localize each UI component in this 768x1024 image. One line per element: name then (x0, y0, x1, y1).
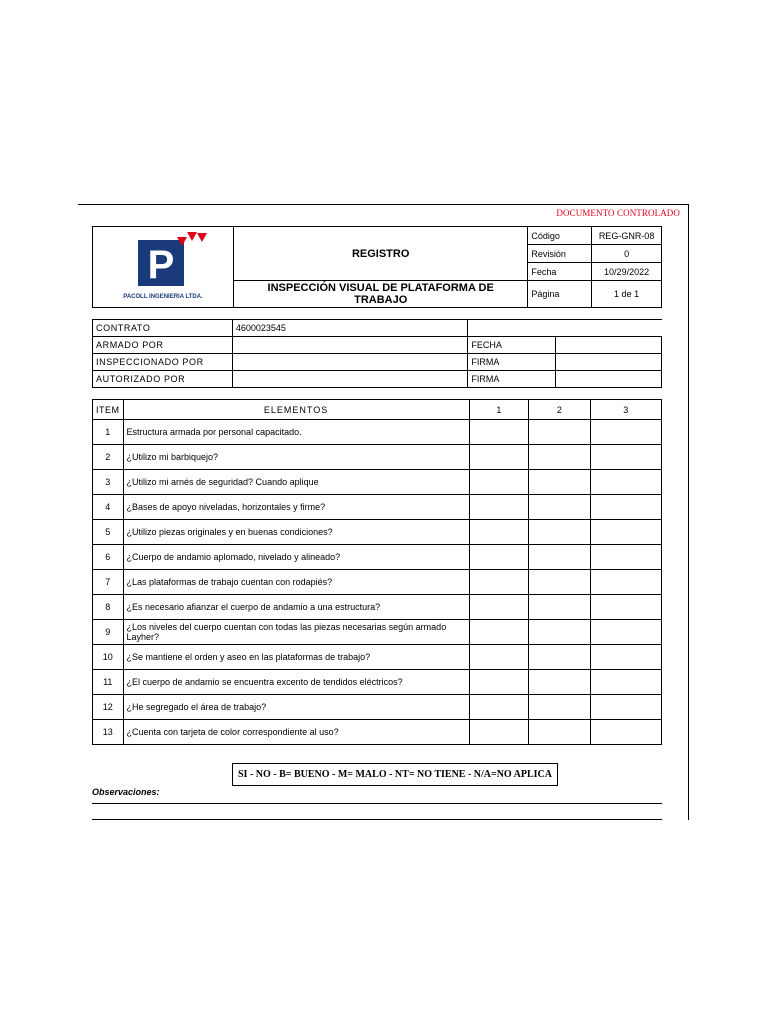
item-text: ¿Los niveles del cuerpo cuentan con todas las piezas necesarias según armado Layher? (123, 620, 469, 645)
check-cell-3[interactable] (590, 470, 661, 495)
check-cell-2[interactable] (529, 495, 590, 520)
meta-label: Revisión (528, 245, 592, 263)
armado-label: ARMADO POR (93, 337, 233, 354)
header-col-3: 3 (590, 400, 661, 420)
legend-box: SI - NO - B= BUENO - M= MALO - NT= NO TIENE - N/A=NO APLICA (232, 763, 558, 786)
item-number: 5 (93, 520, 124, 545)
company-logo (93, 227, 233, 307)
item-text: ¿Cuerpo de andamio aplomado, nivelado y alineado? (123, 545, 469, 570)
firma-label: FIRMA (468, 354, 556, 371)
meta-value: 0 (592, 245, 662, 263)
check-cell-3[interactable] (590, 570, 661, 595)
check-cell-1[interactable] (469, 445, 529, 470)
check-cell-1[interactable] (469, 570, 529, 595)
check-cell-2[interactable] (529, 695, 590, 720)
logo-cell (93, 227, 234, 308)
check-cell-2[interactable] (529, 470, 590, 495)
check-cell-1[interactable] (469, 720, 529, 745)
item-text: Estructura armada por personal capacitado. (123, 420, 469, 445)
header-item: ITEM (93, 400, 124, 420)
check-cell-3[interactable] (590, 645, 661, 670)
item-text: ¿Utilizo mi barbiquejo? (123, 445, 469, 470)
fecha-label: FECHA (468, 337, 556, 354)
item-number: 7 (93, 570, 124, 595)
check-cell-1[interactable] (469, 595, 529, 620)
meta-value: REG-GNR-08 (592, 227, 662, 245)
check-cell-1[interactable] (469, 545, 529, 570)
item-number: 9 (93, 620, 124, 645)
contrato-label: CONTRATO (93, 320, 233, 337)
frame-right-line (688, 204, 689, 820)
firma-value[interactable] (556, 371, 662, 388)
company-name: PACOLL INGENIERIA LTDA. (123, 294, 203, 300)
table-row (93, 445, 662, 470)
item-number: 13 (93, 720, 124, 745)
meta-value: 1 de 1 (592, 281, 662, 308)
check-cell-1[interactable] (469, 495, 529, 520)
header-elementos: ELEMENTOS (123, 400, 469, 420)
table-row (93, 620, 662, 645)
check-cell-3[interactable] (590, 595, 661, 620)
check-cell-3[interactable] (590, 520, 661, 545)
check-cell-2[interactable] (529, 595, 590, 620)
check-cell-2[interactable] (529, 445, 590, 470)
check-cell-3[interactable] (590, 720, 661, 745)
item-number: 8 (93, 595, 124, 620)
inspeccionado-label: INSPECCIONADO POR (93, 354, 233, 371)
armado-value[interactable] (232, 337, 468, 354)
header-col-2: 2 (529, 400, 590, 420)
item-number: 12 (93, 695, 124, 720)
table-row (93, 420, 662, 445)
meta-value: 10/29/2022 (592, 263, 662, 281)
frame-top-line (78, 204, 689, 205)
check-cell-2[interactable] (529, 570, 590, 595)
logo-letter: P (147, 243, 175, 286)
check-cell-3[interactable] (590, 545, 661, 570)
table-row (93, 545, 662, 570)
check-cell-2[interactable] (529, 670, 590, 695)
item-text: ¿Utilizo piezas originales y en buenas condiciones? (123, 520, 469, 545)
item-text: ¿Es necesario afianzar el cuerpo de andamio a una estructura? (123, 595, 469, 620)
check-cell-2[interactable] (529, 520, 590, 545)
table-row (93, 595, 662, 620)
item-text: ¿He segregado el área de trabajo? (123, 695, 469, 720)
logo-p-icon (138, 240, 184, 286)
item-number: 4 (93, 495, 124, 520)
meta-label: Fecha (528, 263, 592, 281)
table-row (93, 645, 662, 670)
item-text: ¿Cuenta con tarjeta de color correspondiente al uso? (123, 720, 469, 745)
check-cell-1[interactable] (469, 470, 529, 495)
item-number: 1 (93, 420, 124, 445)
meta-label: Código (528, 227, 592, 245)
autorizado-value[interactable] (232, 371, 468, 388)
header-table (92, 226, 662, 308)
check-cell-1[interactable] (469, 695, 529, 720)
table-row (93, 520, 662, 545)
check-cell-1[interactable] (469, 645, 529, 670)
meta-label: Página (528, 281, 592, 308)
check-cell-2[interactable] (529, 620, 590, 645)
document-title: INSPECCIÓN VISUAL DE PLATAFORMA DE TRABAJO (234, 281, 528, 308)
observaciones-line[interactable] (92, 803, 662, 804)
item-text: ¿Las plataformas de trabajo cuentan con rodapiés? (123, 570, 469, 595)
info-table (92, 319, 662, 388)
blank-cell (468, 320, 662, 337)
controlled-document-label: DOCUMENTO CONTROLADO (556, 208, 680, 218)
check-cell-2[interactable] (529, 645, 590, 670)
header-col-1: 1 (469, 400, 529, 420)
observaciones-label: Observaciones: (92, 787, 160, 797)
logo-square (138, 240, 184, 286)
item-number: 3 (93, 470, 124, 495)
table-row (93, 720, 662, 745)
item-number: 11 (93, 670, 124, 695)
item-number: 2 (93, 445, 124, 470)
table-row (93, 670, 662, 695)
logo-triangle-icon (177, 237, 187, 246)
firma-label: FIRMA (468, 371, 556, 388)
autorizado-label: AUTORIZADO POR (93, 371, 233, 388)
check-cell-1[interactable] (469, 620, 529, 645)
logo-triangle-icon (197, 233, 207, 242)
table-row (93, 570, 662, 595)
check-cell-1[interactable] (469, 520, 529, 545)
item-text: ¿Se mantiene el orden y aseo en las plataformas de trabajo? (123, 645, 469, 670)
observaciones-line[interactable] (92, 819, 662, 820)
inspeccionado-value[interactable] (232, 354, 468, 371)
table-row (93, 470, 662, 495)
check-cell-3[interactable] (590, 670, 661, 695)
document-type: REGISTRO (234, 227, 528, 281)
check-cell-3[interactable] (590, 620, 661, 645)
check-cell-3[interactable] (590, 695, 661, 720)
check-cell-3[interactable] (590, 420, 661, 445)
fecha-value[interactable] (556, 337, 662, 354)
check-cell-1[interactable] (469, 420, 529, 445)
check-cell-2[interactable] (529, 545, 590, 570)
check-cell-3[interactable] (590, 445, 661, 470)
check-cell-1[interactable] (469, 670, 529, 695)
item-text: ¿Bases de apoyo niveladas, horizontales y firme? (123, 495, 469, 520)
item-number: 6 (93, 545, 124, 570)
item-text: ¿Utilizo mi arnés de seguridad? Cuando aplique (123, 470, 469, 495)
logo-triangle-icon (187, 232, 197, 241)
item-text: ¿El cuerpo de andamio se encuentra excento de tendidos eléctricos? (123, 670, 469, 695)
check-cell-2[interactable] (529, 720, 590, 745)
checklist-table (92, 399, 662, 745)
table-row (93, 695, 662, 720)
check-cell-3[interactable] (590, 495, 661, 520)
table-row (93, 495, 662, 520)
firma-value[interactable] (556, 354, 662, 371)
check-cell-2[interactable] (529, 420, 590, 445)
item-number: 10 (93, 645, 124, 670)
contrato-value[interactable]: 4600023545 (232, 320, 468, 337)
